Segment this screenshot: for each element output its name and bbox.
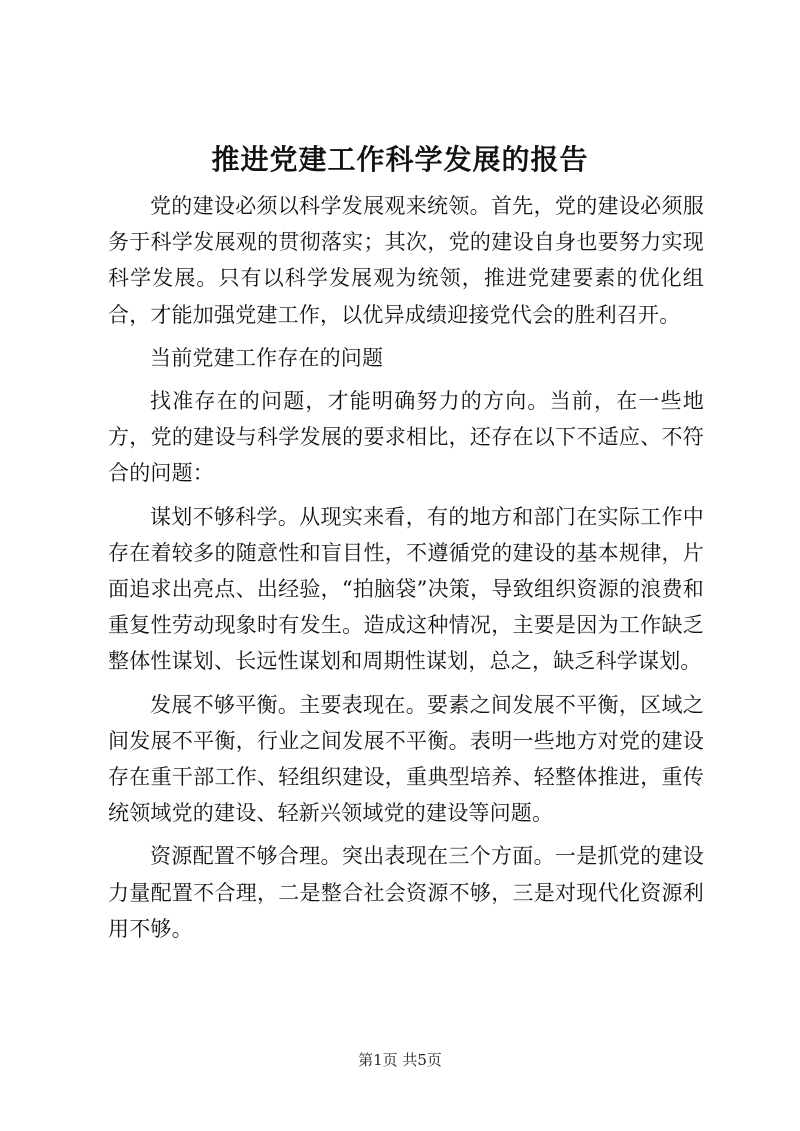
paragraph-resources: 资源配置不够合理。突出表现在三个方面。一是抓党的建设力量配置不合理，二是整合社会资源不够，三是对现代化资源利用不够。 (108, 844, 704, 941)
paragraph-intro: 党的建设必须以科学发展观来统领。首先，党的建设必须服务于科学发展观的贯彻落实；其次，党的建设自身也要努力实现科学发展。只有以科学发展观为统领，推进党建要素的优化组合，才能加强党建工作，以优异成绩迎接党代会的胜利召开。 (108, 194, 704, 327)
paragraph-problems-intro: 找准存在的问题，才能明确努力的方向。当前，在一些地方，党的建设与科学发展的要求相比，还存在以下不适应、不符合的问题： (108, 389, 704, 486)
paragraph-planning: 谋划不够科学。从现实来看，有的地方和部门在实际工作中存在着较多的随意性和盲目性，不遵循党的建设的基本规律，片面追求出亮点、出经验，“拍脑袋”决策，导致组织资源的浪费和重复性劳动现象时有发生。造成这种情况，主要是因为工作缺乏整体性谋划、长远性谋划和周期性谋划，总之，缺乏科学谋划。 (108, 504, 704, 674)
document-title: 推进党建工作科学发展的报告 (211, 143, 589, 176)
section-heading: 当前党建工作存在的问题 (150, 345, 384, 370)
document-body (108, 188, 704, 954)
page-number: 第1页 共5页 (358, 1051, 442, 1069)
paragraph-balance: 发展不够平衡。主要表现在。要素之间发展不平衡，区域之间发展不平衡，行业之间发展不平衡。表明一些地方对党的建设存在重干部工作、轻组织建设，重典型培养、轻整体推进，重传统领域党的建设、轻新兴领域党的建设等问题。 (108, 692, 704, 826)
